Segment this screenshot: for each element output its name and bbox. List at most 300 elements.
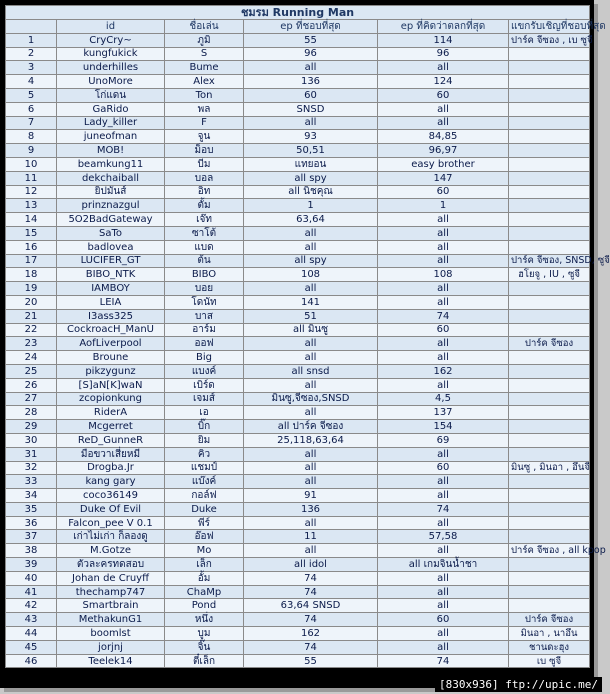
cell-funniest-ep: all bbox=[378, 599, 509, 613]
table-row bbox=[6, 171, 590, 185]
cell-favorite-guest bbox=[509, 130, 590, 144]
cell-nickname: เบิร์ด bbox=[165, 378, 244, 392]
cell-no: 39 bbox=[6, 558, 57, 572]
cell-no: 3 bbox=[6, 61, 57, 75]
cell-no: 8 bbox=[6, 130, 57, 144]
cell-favorite-ep: all bbox=[244, 544, 378, 558]
cell-funniest-ep: all bbox=[378, 475, 509, 489]
cell-favorite-ep: 51 bbox=[244, 309, 378, 323]
cell-id: LEIA bbox=[57, 295, 165, 309]
watermark: [830x936] ftp://upic.me/ bbox=[435, 677, 602, 692]
cell-id: เก่าไม่เก่า ก็ลองดู bbox=[57, 530, 165, 544]
table-row bbox=[6, 627, 590, 641]
cell-funniest-ep: all bbox=[378, 61, 509, 75]
cell-favorite-guest bbox=[509, 47, 590, 61]
cell-favorite-ep: 74 bbox=[244, 613, 378, 627]
cell-id: ยิปมันส์ bbox=[57, 185, 165, 199]
cell-no: 5 bbox=[6, 88, 57, 102]
cell-favorite-ep: 60 bbox=[244, 88, 378, 102]
table-row bbox=[6, 116, 590, 130]
cell-favorite-ep: all bbox=[244, 61, 378, 75]
table-row bbox=[6, 323, 590, 337]
table-title: ชมรม Running Man bbox=[6, 6, 590, 20]
cell-no: 36 bbox=[6, 516, 57, 530]
cell-id: kang gary bbox=[57, 475, 165, 489]
cell-no: 33 bbox=[6, 475, 57, 489]
table-row bbox=[6, 392, 590, 406]
cell-id: I3ass325 bbox=[57, 309, 165, 323]
cell-no: 9 bbox=[6, 144, 57, 158]
cell-nickname: ตั้ม bbox=[165, 199, 244, 213]
table-row bbox=[6, 240, 590, 254]
cell-nickname: บอย bbox=[165, 282, 244, 296]
cell-id: Teelek14 bbox=[57, 654, 165, 668]
cell-favorite-ep: all bbox=[244, 226, 378, 240]
cell-id: juneofman bbox=[57, 130, 165, 144]
cell-funniest-ep: 57,58 bbox=[378, 530, 509, 544]
cell-no: 10 bbox=[6, 157, 57, 171]
cell-no: 7 bbox=[6, 116, 57, 130]
cell-funniest-ep: 1 bbox=[378, 199, 509, 213]
cell-nickname: Big bbox=[165, 351, 244, 365]
cell-favorite-guest: ชานดะฮุง bbox=[509, 640, 590, 654]
cell-favorite-guest bbox=[509, 199, 590, 213]
cell-no: 16 bbox=[6, 240, 57, 254]
cell-funniest-ep: all bbox=[378, 337, 509, 351]
table-row bbox=[6, 613, 590, 627]
cell-favorite-ep: all bbox=[244, 337, 378, 351]
cell-favorite-guest bbox=[509, 489, 590, 503]
cell-favorite-ep: 141 bbox=[244, 295, 378, 309]
cell-favorite-guest bbox=[509, 447, 590, 461]
cell-nickname: กอล์ฟ bbox=[165, 489, 244, 503]
cell-favorite-guest bbox=[509, 309, 590, 323]
cell-funniest-ep: 60 bbox=[378, 613, 509, 627]
cell-favorite-ep: all snsd bbox=[244, 364, 378, 378]
table-body bbox=[6, 33, 610, 668]
cell-nickname: หนึ่ง bbox=[165, 613, 244, 627]
cell-nickname: จิ๊น bbox=[165, 640, 244, 654]
table-row bbox=[6, 378, 590, 392]
cell-nickname: บูม bbox=[165, 627, 244, 641]
table-row bbox=[6, 351, 590, 365]
cell-favorite-ep: all bbox=[244, 461, 378, 475]
cell-nickname: พล bbox=[165, 102, 244, 116]
cell-funniest-ep: 4,5 bbox=[378, 392, 509, 406]
cell-nickname: คิว bbox=[165, 447, 244, 461]
cell-no: 42 bbox=[6, 599, 57, 613]
table-row bbox=[6, 88, 590, 102]
cell-funniest-ep: 96,97 bbox=[378, 144, 509, 158]
cell-nickname: เจ๊ท bbox=[165, 213, 244, 227]
cell-funniest-ep: 147 bbox=[378, 171, 509, 185]
cell-favorite-guest bbox=[509, 475, 590, 489]
cell-nickname: แบ๊งค์ bbox=[165, 475, 244, 489]
header-favorite-guest: แขกรับเชิญที่ชอบที่สุด bbox=[509, 20, 590, 34]
cell-id: RiderA bbox=[57, 406, 165, 420]
cell-nickname: จูน bbox=[165, 130, 244, 144]
cell-funniest-ep: all bbox=[378, 640, 509, 654]
cell-favorite-guest: ปาร์ค จีซอง bbox=[509, 337, 590, 351]
cell-funniest-ep: 124 bbox=[378, 75, 509, 89]
cell-funniest-ep: all bbox=[378, 585, 509, 599]
cell-favorite-guest bbox=[509, 144, 590, 158]
table-row bbox=[6, 337, 590, 351]
cell-funniest-ep: all bbox=[378, 516, 509, 530]
cell-funniest-ep: 96 bbox=[378, 47, 509, 61]
table-row bbox=[6, 199, 590, 213]
cell-nickname: ChaMp bbox=[165, 585, 244, 599]
cell-funniest-ep: all เกมจินน้ำชา bbox=[378, 558, 509, 572]
cell-no: 31 bbox=[6, 447, 57, 461]
cell-favorite-guest bbox=[509, 406, 590, 420]
table-row bbox=[6, 75, 590, 89]
cell-favorite-ep: all bbox=[244, 282, 378, 296]
table-row bbox=[6, 461, 590, 475]
table-row bbox=[6, 406, 590, 420]
header-favorite-ep: ep ที่ชอบที่สุด bbox=[244, 20, 378, 34]
cell-no: 29 bbox=[6, 420, 57, 434]
table-row bbox=[6, 654, 590, 668]
cell-nickname: อาร์ม bbox=[165, 323, 244, 337]
cell-favorite-guest: เบ ซูจี bbox=[509, 654, 590, 668]
cell-favorite-ep: all bbox=[244, 406, 378, 420]
header-row bbox=[6, 20, 590, 34]
cell-funniest-ep: all bbox=[378, 378, 509, 392]
cell-no: 45 bbox=[6, 640, 57, 654]
table-row bbox=[6, 33, 590, 47]
table-row bbox=[6, 102, 590, 116]
cell-favorite-guest bbox=[509, 240, 590, 254]
table-row bbox=[6, 502, 590, 516]
cell-funniest-ep: all bbox=[378, 295, 509, 309]
table-row bbox=[6, 213, 590, 227]
cell-id: Duke Of Evil bbox=[57, 502, 165, 516]
cell-id: SaTo bbox=[57, 226, 165, 240]
cell-funniest-ep: all bbox=[378, 571, 509, 585]
cell-id: LUCIFER_GT bbox=[57, 254, 165, 268]
cell-nickname: อิท bbox=[165, 185, 244, 199]
cell-no: 38 bbox=[6, 544, 57, 558]
cell-id: IAMBOY bbox=[57, 282, 165, 296]
cell-no: 4 bbox=[6, 75, 57, 89]
cell-nickname: ม็อบ bbox=[165, 144, 244, 158]
table-row bbox=[6, 420, 590, 434]
cell-nickname: Pond bbox=[165, 599, 244, 613]
cell-funniest-ep: 60 bbox=[378, 323, 509, 337]
cell-nickname: บีม bbox=[165, 157, 244, 171]
cell-funniest-ep: all bbox=[378, 282, 509, 296]
cell-nickname: บาส bbox=[165, 309, 244, 323]
table-row bbox=[6, 144, 590, 158]
cell-id: มือขวาเสี่ยหมี bbox=[57, 447, 165, 461]
table-row bbox=[6, 530, 590, 544]
table-row bbox=[6, 585, 590, 599]
cell-funniest-ep: 60 bbox=[378, 88, 509, 102]
cell-no: 23 bbox=[6, 337, 57, 351]
cell-favorite-guest bbox=[509, 558, 590, 572]
cell-favorite-guest: ปาร์ค จีซอง, SNSD, ซูจี bbox=[509, 254, 590, 268]
cell-no: 20 bbox=[6, 295, 57, 309]
cell-nickname: ตี๋เล็ก bbox=[165, 654, 244, 668]
cell-nickname: แบงค์ bbox=[165, 364, 244, 378]
table-row bbox=[6, 489, 590, 503]
cell-favorite-ep: 63,64 bbox=[244, 213, 378, 227]
table-row bbox=[6, 282, 590, 296]
table-row bbox=[6, 433, 590, 447]
cell-favorite-guest: ปาร์ค จีซอง , all kpop bbox=[509, 544, 590, 558]
cell-id: prinznazgul bbox=[57, 199, 165, 213]
header-funniest-ep: ep ที่คิดว่าตลกที่สุด bbox=[378, 20, 509, 34]
cell-favorite-ep: 50,51 bbox=[244, 144, 378, 158]
cell-no: 44 bbox=[6, 627, 57, 641]
cell-no: 34 bbox=[6, 489, 57, 503]
cell-favorite-guest bbox=[509, 102, 590, 116]
cell-favorite-ep: 74 bbox=[244, 571, 378, 585]
cell-favorite-guest bbox=[509, 171, 590, 185]
cell-id: Broune bbox=[57, 351, 165, 365]
cell-favorite-guest bbox=[509, 213, 590, 227]
table-row bbox=[6, 61, 590, 75]
cell-id: dekchaiball bbox=[57, 171, 165, 185]
cell-funniest-ep: 108 bbox=[378, 268, 509, 282]
cell-favorite-guest bbox=[509, 599, 590, 613]
cell-no: 30 bbox=[6, 433, 57, 447]
cell-nickname: อั้ม bbox=[165, 571, 244, 585]
cell-no: 1 bbox=[6, 33, 57, 47]
cell-nickname: เจมส์ bbox=[165, 392, 244, 406]
cell-id: BIBO_NTK bbox=[57, 268, 165, 282]
cell-id: beamkung11 bbox=[57, 157, 165, 171]
cell-favorite-guest bbox=[509, 351, 590, 365]
cell-nickname: แบด bbox=[165, 240, 244, 254]
cell-nickname: บิ๊ก bbox=[165, 420, 244, 434]
cell-id: Smartbrain bbox=[57, 599, 165, 613]
cell-no: 27 bbox=[6, 392, 57, 406]
cell-favorite-guest bbox=[509, 516, 590, 530]
cell-favorite-guest: มินอา , นาอึน bbox=[509, 627, 590, 641]
cell-no: 40 bbox=[6, 571, 57, 585]
cell-no: 22 bbox=[6, 323, 57, 337]
cell-favorite-guest bbox=[509, 433, 590, 447]
cell-nickname: ยิม bbox=[165, 433, 244, 447]
cell-favorite-ep: 96 bbox=[244, 47, 378, 61]
cell-no: 6 bbox=[6, 102, 57, 116]
cell-nickname: บอล bbox=[165, 171, 244, 185]
table-row bbox=[6, 185, 590, 199]
table-row bbox=[6, 475, 590, 489]
cell-funniest-ep: 84,85 bbox=[378, 130, 509, 144]
cell-favorite-guest bbox=[509, 392, 590, 406]
cell-funniest-ep: all bbox=[378, 254, 509, 268]
cell-nickname: เอ bbox=[165, 406, 244, 420]
cell-favorite-guest: มินซู , มินอา , อึนจี bbox=[509, 461, 590, 475]
cell-funniest-ep: all bbox=[378, 447, 509, 461]
cell-favorite-guest bbox=[509, 61, 590, 75]
cell-no: 24 bbox=[6, 351, 57, 365]
cell-favorite-ep: 108 bbox=[244, 268, 378, 282]
cell-nickname: ออฟ bbox=[165, 337, 244, 351]
cell-favorite-ep: 162 bbox=[244, 627, 378, 641]
roster-table bbox=[5, 5, 610, 668]
cell-favorite-ep: all bbox=[244, 516, 378, 530]
cell-favorite-ep: SNSD bbox=[244, 102, 378, 116]
table-row bbox=[6, 544, 590, 558]
cell-favorite-guest bbox=[509, 282, 590, 296]
cell-favorite-guest: ปาร์ค จีซอง bbox=[509, 613, 590, 627]
cell-nickname: Duke bbox=[165, 502, 244, 516]
cell-favorite-ep: มินซู,จีซอง,SNSD bbox=[244, 392, 378, 406]
table-row bbox=[6, 599, 590, 613]
cell-favorite-guest bbox=[509, 585, 590, 599]
cell-id: Drogba.Jr bbox=[57, 461, 165, 475]
cell-favorite-ep: all spy bbox=[244, 171, 378, 185]
cell-id: UnoMore bbox=[57, 75, 165, 89]
cell-nickname: Mo bbox=[165, 544, 244, 558]
cell-id: underhilles bbox=[57, 61, 165, 75]
header-id: id bbox=[57, 20, 165, 34]
cell-favorite-ep: 74 bbox=[244, 585, 378, 599]
table-row bbox=[6, 309, 590, 323]
cell-favorite-guest bbox=[509, 502, 590, 516]
table-row bbox=[6, 447, 590, 461]
cell-favorite-ep: แทยอน bbox=[244, 157, 378, 171]
table-row bbox=[6, 558, 590, 572]
cell-funniest-ep: all bbox=[378, 226, 509, 240]
cell-no: 11 bbox=[6, 171, 57, 185]
cell-nickname: ภูมิ bbox=[165, 33, 244, 47]
cell-funniest-ep: 60 bbox=[378, 461, 509, 475]
cell-nickname: พีร์ bbox=[165, 516, 244, 530]
cell-funniest-ep: 114 bbox=[378, 33, 509, 47]
cell-nickname: อ๊อฟ bbox=[165, 530, 244, 544]
cell-favorite-guest bbox=[509, 75, 590, 89]
cell-favorite-ep: all ปาร์ค จีซอง bbox=[244, 420, 378, 434]
cell-favorite-ep: 136 bbox=[244, 75, 378, 89]
cell-no: 37 bbox=[6, 530, 57, 544]
cell-id: Johan de Cruyff bbox=[57, 571, 165, 585]
cell-id: GaRido bbox=[57, 102, 165, 116]
cell-favorite-guest bbox=[509, 364, 590, 378]
cell-id: MOB! bbox=[57, 144, 165, 158]
cell-funniest-ep: 137 bbox=[378, 406, 509, 420]
cell-favorite-guest bbox=[509, 157, 590, 171]
cell-funniest-ep: all bbox=[378, 351, 509, 365]
cell-id: AofLiverpool bbox=[57, 337, 165, 351]
cell-nickname: Ton bbox=[165, 88, 244, 102]
cell-funniest-ep: 154 bbox=[378, 420, 509, 434]
cell-favorite-ep: 91 bbox=[244, 489, 378, 503]
cell-id: Lady_killer bbox=[57, 116, 165, 130]
cell-id: Mcgerret bbox=[57, 420, 165, 434]
cell-favorite-ep: all bbox=[244, 116, 378, 130]
cell-favorite-ep: 93 bbox=[244, 130, 378, 144]
cell-id: badlovea bbox=[57, 240, 165, 254]
table-row bbox=[6, 640, 590, 654]
cell-favorite-guest: ฮโยจู , IU , ซูจี bbox=[509, 268, 590, 282]
cell-funniest-ep: 74 bbox=[378, 309, 509, 323]
cell-nickname: BIBO bbox=[165, 268, 244, 282]
cell-favorite-ep: 1 bbox=[244, 199, 378, 213]
cell-favorite-ep: 25,118,63,64 bbox=[244, 433, 378, 447]
cell-favorite-guest: ปาร์ค จีซอง , เบ ซูจี bbox=[509, 33, 590, 47]
cell-id: thechamp747 bbox=[57, 585, 165, 599]
table-row bbox=[6, 254, 590, 268]
cell-no: 18 bbox=[6, 268, 57, 282]
table-row bbox=[6, 226, 590, 240]
table-row bbox=[6, 157, 590, 171]
cell-id: [S]aN[K]waN bbox=[57, 378, 165, 392]
header-no bbox=[6, 20, 57, 34]
cell-no: 46 bbox=[6, 654, 57, 668]
cell-favorite-guest bbox=[509, 295, 590, 309]
cell-nickname: ต้น bbox=[165, 254, 244, 268]
cell-id: coco36149 bbox=[57, 489, 165, 503]
cell-no: 28 bbox=[6, 406, 57, 420]
cell-no: 21 bbox=[6, 309, 57, 323]
cell-funniest-ep: all bbox=[378, 627, 509, 641]
cell-favorite-ep: all bbox=[244, 447, 378, 461]
cell-favorite-ep: 55 bbox=[244, 33, 378, 47]
cell-no: 32 bbox=[6, 461, 57, 475]
cell-nickname: แชมป์ bbox=[165, 461, 244, 475]
cell-funniest-ep: all bbox=[378, 116, 509, 130]
cell-no: 26 bbox=[6, 378, 57, 392]
cell-funniest-ep: 60 bbox=[378, 185, 509, 199]
cell-no: 12 bbox=[6, 185, 57, 199]
cell-funniest-ep: easy brother bbox=[378, 157, 509, 171]
cell-id: 5O2BadGateway bbox=[57, 213, 165, 227]
cell-favorite-ep: 136 bbox=[244, 502, 378, 516]
table-row bbox=[6, 516, 590, 530]
cell-id: โก่แดน bbox=[57, 88, 165, 102]
cell-funniest-ep: all bbox=[378, 213, 509, 227]
cell-funniest-ep: all bbox=[378, 102, 509, 116]
table-row bbox=[6, 130, 590, 144]
cell-favorite-guest bbox=[509, 226, 590, 240]
cell-funniest-ep: 74 bbox=[378, 502, 509, 516]
cell-no: 19 bbox=[6, 282, 57, 296]
cell-nickname: Bume bbox=[165, 61, 244, 75]
cell-favorite-ep: all idol bbox=[244, 558, 378, 572]
cell-nickname: S bbox=[165, 47, 244, 61]
table-row bbox=[6, 295, 590, 309]
cell-no: 25 bbox=[6, 364, 57, 378]
cell-favorite-guest bbox=[509, 185, 590, 199]
cell-favorite-ep: all bbox=[244, 475, 378, 489]
cell-favorite-ep: all มินซู bbox=[244, 323, 378, 337]
cell-no: 17 bbox=[6, 254, 57, 268]
cell-no: 2 bbox=[6, 47, 57, 61]
cell-id: zcopionkung bbox=[57, 392, 165, 406]
cell-favorite-guest bbox=[509, 323, 590, 337]
cell-favorite-ep: all bbox=[244, 378, 378, 392]
table-title-row bbox=[6, 6, 590, 20]
cell-funniest-ep: 74 bbox=[378, 654, 509, 668]
cell-id: kungfukick bbox=[57, 47, 165, 61]
cell-id: ตัวละครทดสอบ bbox=[57, 558, 165, 572]
table-row bbox=[6, 268, 590, 282]
cell-nickname: F bbox=[165, 116, 244, 130]
cell-favorite-ep: all bbox=[244, 240, 378, 254]
cell-no: 35 bbox=[6, 502, 57, 516]
cell-favorite-guest bbox=[509, 530, 590, 544]
cell-nickname: เล็ก bbox=[165, 558, 244, 572]
cell-id: boomlst bbox=[57, 627, 165, 641]
header-nickname: ชื่อเล่น bbox=[165, 20, 244, 34]
cell-funniest-ep: all bbox=[378, 489, 509, 503]
cell-favorite-guest bbox=[509, 420, 590, 434]
